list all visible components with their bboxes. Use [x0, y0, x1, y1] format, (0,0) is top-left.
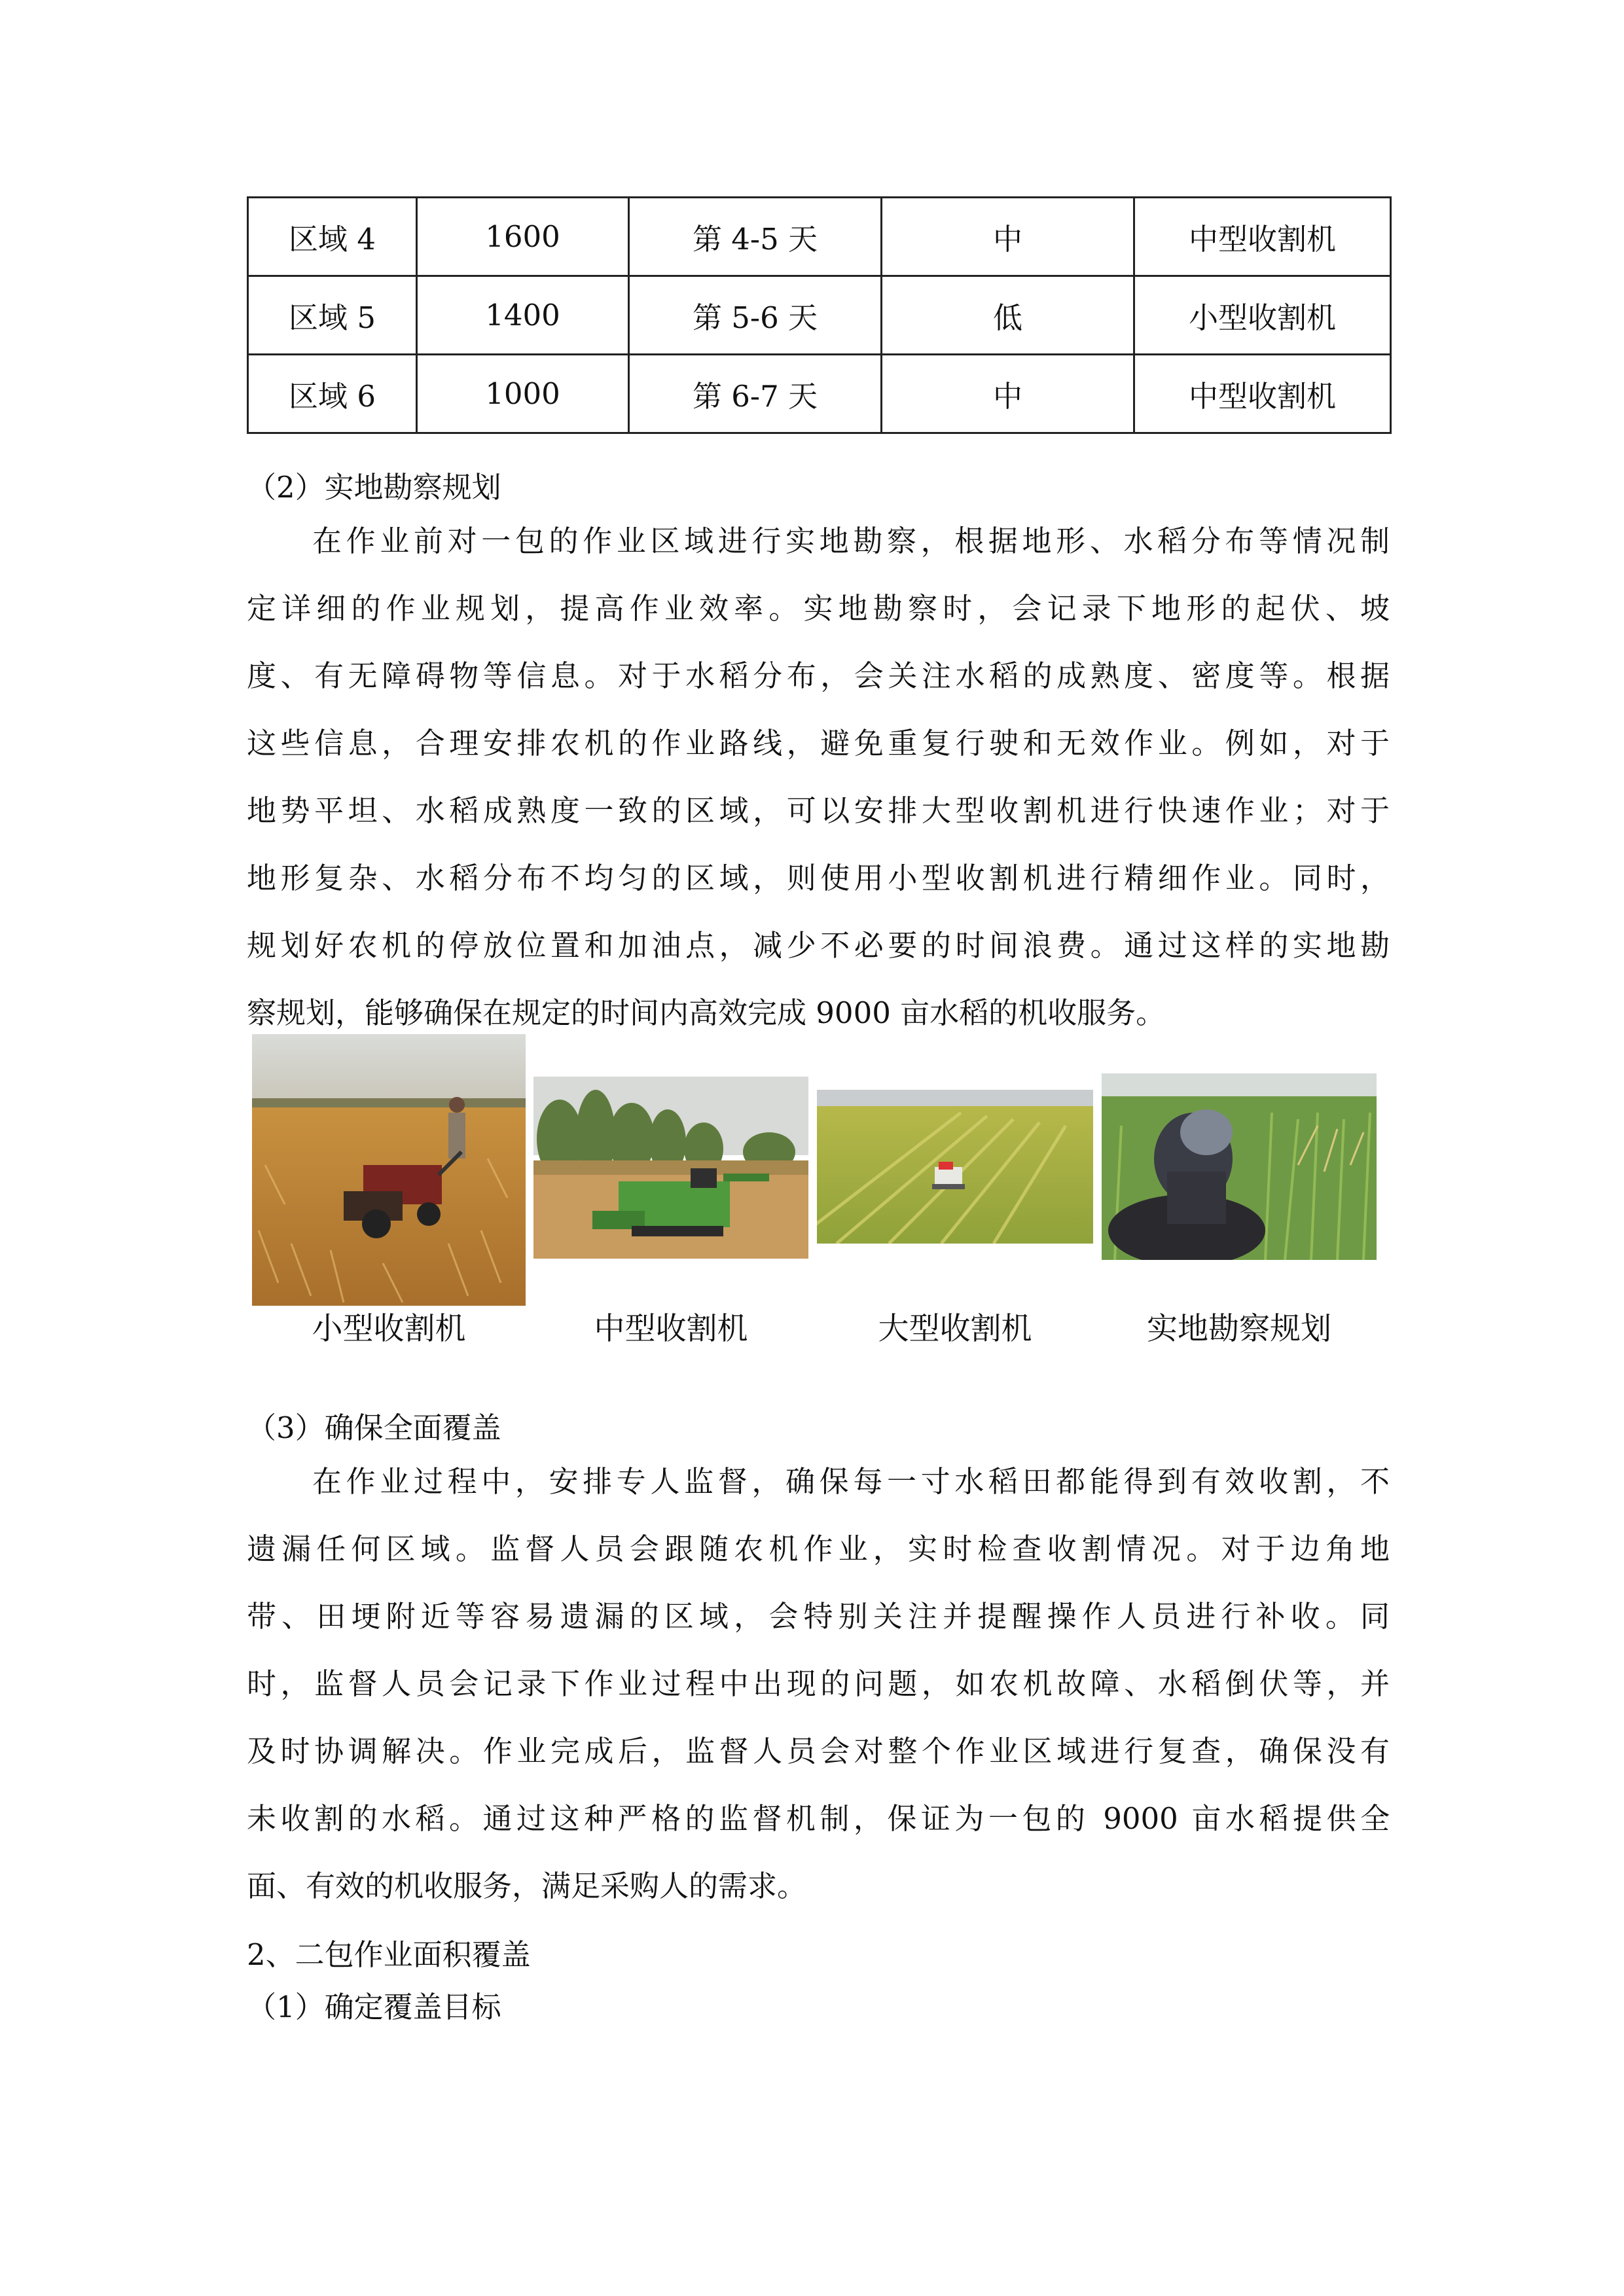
paragraph-line: 遗漏任何区域。监督人员会跟随农机作业，实时检查收割情况。对于边角地	[247, 1532, 1390, 1566]
table-row	[248, 198, 1391, 276]
paragraph-line: 地势平坦、水稻成熟度一致的区域，可以安排大型收割机进行快速作业；对于	[247, 793, 1390, 828]
paragraph-line: 规划好农机的停放位置和加油点，减少不必要的时间浪费。通过这样的实地勘	[247, 928, 1390, 963]
paragraph-line: 定详细的作业规划，提高作业效率。实地勘察时，会记录下地形的起伏、坡	[247, 591, 1390, 626]
paragraph-line: 在作业过程中，安排专人监督，确保每一寸水稻田都能得到有效收割，不	[312, 1464, 1390, 1499]
table-cell-area: 1600	[417, 198, 629, 276]
paragraph-line: 未收割的水稻。通过这种严格的监督机制，保证为一包的 9000 亩水稻提供全	[247, 1801, 1390, 1836]
table-cell-machine: 中型收割机	[1134, 198, 1391, 276]
table-cell-area: 1000	[417, 355, 629, 433]
table-cell-days: 第 6-7 天	[629, 355, 882, 433]
paragraph-line: 度、有无障碍物等信息。对于水稻分布，会关注水稻的成熟度、密度等。根据	[247, 658, 1390, 693]
table-cell-difficulty: 低	[882, 276, 1134, 355]
table-cell-difficulty: 中	[882, 198, 1134, 276]
table-row	[248, 355, 1391, 433]
paragraph-survey	[247, 507, 1390, 1047]
section-heading-package-two: 2、二包作业面积覆盖	[247, 1937, 531, 1972]
section-heading-coverage: （3）确保全面覆盖	[247, 1410, 501, 1445]
table-cell-area: 1400	[417, 276, 629, 355]
medium-harvester-photo	[533, 1077, 808, 1259]
table-cell-days: 第 4-5 天	[629, 198, 882, 276]
paragraph-coverage	[247, 1448, 1390, 1920]
small-harvester-photo	[252, 1034, 526, 1306]
table-cell-region: 区域 6	[248, 355, 417, 433]
paragraph-line: 带、田埂附近等容易遗漏的区域，会特别关注并提醒操作人员进行补收。同	[247, 1599, 1390, 1634]
table-row	[248, 276, 1391, 355]
section-heading-survey: （2）实地勘察规划	[247, 470, 501, 505]
paragraph-line: 面、有效的机收服务，满足采购人的需求。	[247, 1869, 807, 1903]
large-harvester-photo	[817, 1090, 1093, 1244]
figure-caption: 大型收割机	[878, 1311, 1032, 1347]
figure-caption: 小型收割机	[312, 1311, 466, 1347]
table-cell-days: 第 5-6 天	[629, 276, 882, 355]
table-cell-machine: 中型收割机	[1134, 355, 1391, 433]
paragraph-line: 时，监督人员会记录下作业过程中出现的问题，如农机故障、水稻倒伏等，并	[247, 1666, 1390, 1701]
field-survey-photo	[1102, 1073, 1377, 1260]
harvest-schedule-table	[247, 196, 1392, 434]
paragraph-line: 地形复杂、水稻分布不均匀的区域，则使用小型收割机进行精细作业。同时，	[247, 861, 1390, 895]
table-cell-region: 区域 5	[248, 276, 417, 355]
table-cell-difficulty: 中	[882, 355, 1134, 433]
paragraph-line: 及时协调解决。作业完成后，监督人员会对整个作业区域进行复查，确保没有	[247, 1734, 1390, 1768]
figure-caption: 实地勘察规划	[1147, 1311, 1331, 1347]
paragraph-line: 这些信息，合理安排农机的作业路线，避免重复行驶和无效作业。例如，对于	[247, 726, 1390, 761]
table-cell-region: 区域 4	[248, 198, 417, 276]
paragraph-line: 在作业前对一包的作业区域进行实地勘察，根据地形、水稻分布等情况制	[312, 524, 1390, 558]
table-cell-machine: 小型收割机	[1134, 276, 1391, 355]
section-heading-coverage-target: （1）确定覆盖目标	[247, 1990, 501, 2024]
figure-caption: 中型收割机	[594, 1311, 748, 1347]
paragraph-line: 察规划，能够确保在规定的时间内高效完成 9000 亩水稻的机收服务。	[247, 996, 1166, 1030]
